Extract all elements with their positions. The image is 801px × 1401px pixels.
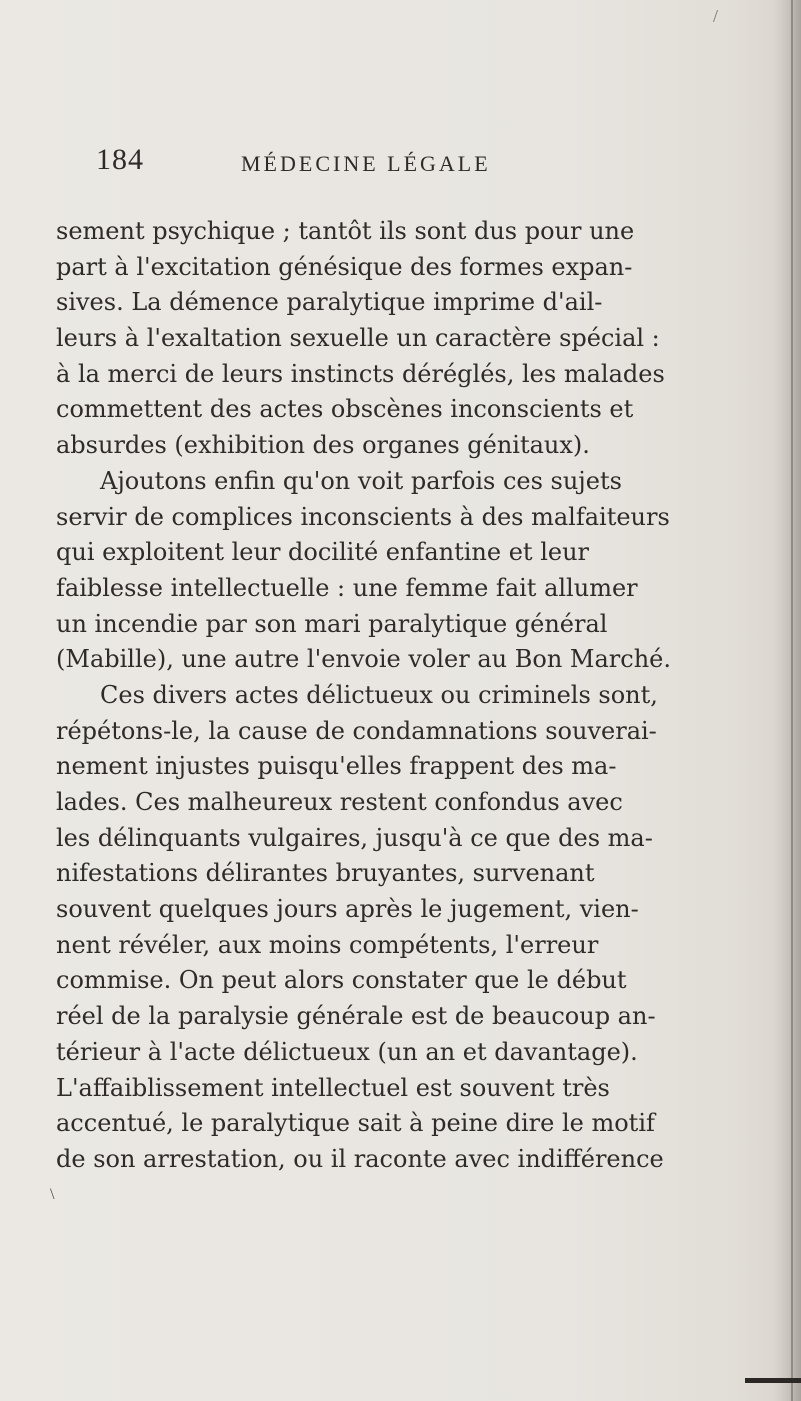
text-line: souvent quelques jours après le jugement, vien-: [56, 895, 639, 924]
text-line: commise. On peut alors constater que le début: [56, 966, 627, 995]
text-line: commettent des actes obscènes inconscients et: [56, 395, 634, 424]
text-line: accentué, le paralytique sait à peine dire le motif: [56, 1109, 655, 1138]
text-line: réel de la paralysie générale est de beaucoup an-: [56, 1002, 656, 1031]
text-line: de son arrestation, ou il raconte avec indifférence: [56, 1144, 664, 1173]
page-number: 184: [96, 143, 144, 176]
text-line: L'affaiblissement intellectuel est souvent très: [56, 1073, 610, 1102]
text-line: leurs à l'exaltation sexuelle un caractère spécial :: [56, 324, 660, 353]
text-line: part à l'excitation génésique des formes expan-: [56, 252, 633, 281]
running-head: MÉDECINE LÉGALE: [241, 151, 491, 176]
text-line: servir de complices inconscients à des malfaiteurs: [56, 502, 670, 531]
text-line: térieur à l'acte délictueux (un an et davantage).: [56, 1037, 638, 1066]
paragraph-first-line: Ajoutons enfin qu'on voit parfois ces sujets: [100, 466, 622, 495]
text-line: sives. La démence paralytique imprime d'ail-: [56, 288, 603, 317]
page-edge-line: [791, 0, 793, 1401]
bottom-edge-rule: [745, 1378, 801, 1383]
text-line: qui exploitent leur docilité enfantine et leur: [56, 538, 590, 567]
text-line: à la merci de leurs instincts déréglés, les malades: [56, 359, 665, 388]
text-line: nifestations délirantes bruyantes, survenant: [56, 859, 595, 888]
paragraph-first-line: Ces divers actes délictueux ou criminels sont,: [100, 680, 658, 709]
body-text: [56, 214, 776, 1178]
text-line: un incendie par son mari paralytique général: [56, 609, 608, 638]
text-line: faiblesse intellectuelle : une femme fait allumer: [56, 573, 638, 602]
text-line: nent révéler, aux moins compétents, l'erreur: [56, 930, 599, 959]
page-edge-shadow: [773, 0, 801, 1401]
page-header: [96, 143, 716, 183]
text-line: lades. Ces malheureux restent confondus avec: [56, 788, 623, 816]
text-line: répétons-le, la cause de condamnations souverai-: [56, 716, 657, 745]
text-line: sement psychique ; tantôt ils sont dus pour une: [56, 217, 635, 245]
text-line: nement injustes puisqu'elles frappent des ma-: [56, 752, 617, 781]
bottom-stray-mark: \: [50, 1186, 55, 1203]
text-line: absurdes (exhibition des organes génitaux).: [56, 431, 590, 460]
text-line: les délinquants vulgaires, jusqu'à ce que des ma-: [56, 823, 653, 852]
text-line: (Mabille), une autre l'envoie voler au Bon Marché.: [56, 645, 672, 674]
top-stray-mark: /: [713, 6, 719, 26]
